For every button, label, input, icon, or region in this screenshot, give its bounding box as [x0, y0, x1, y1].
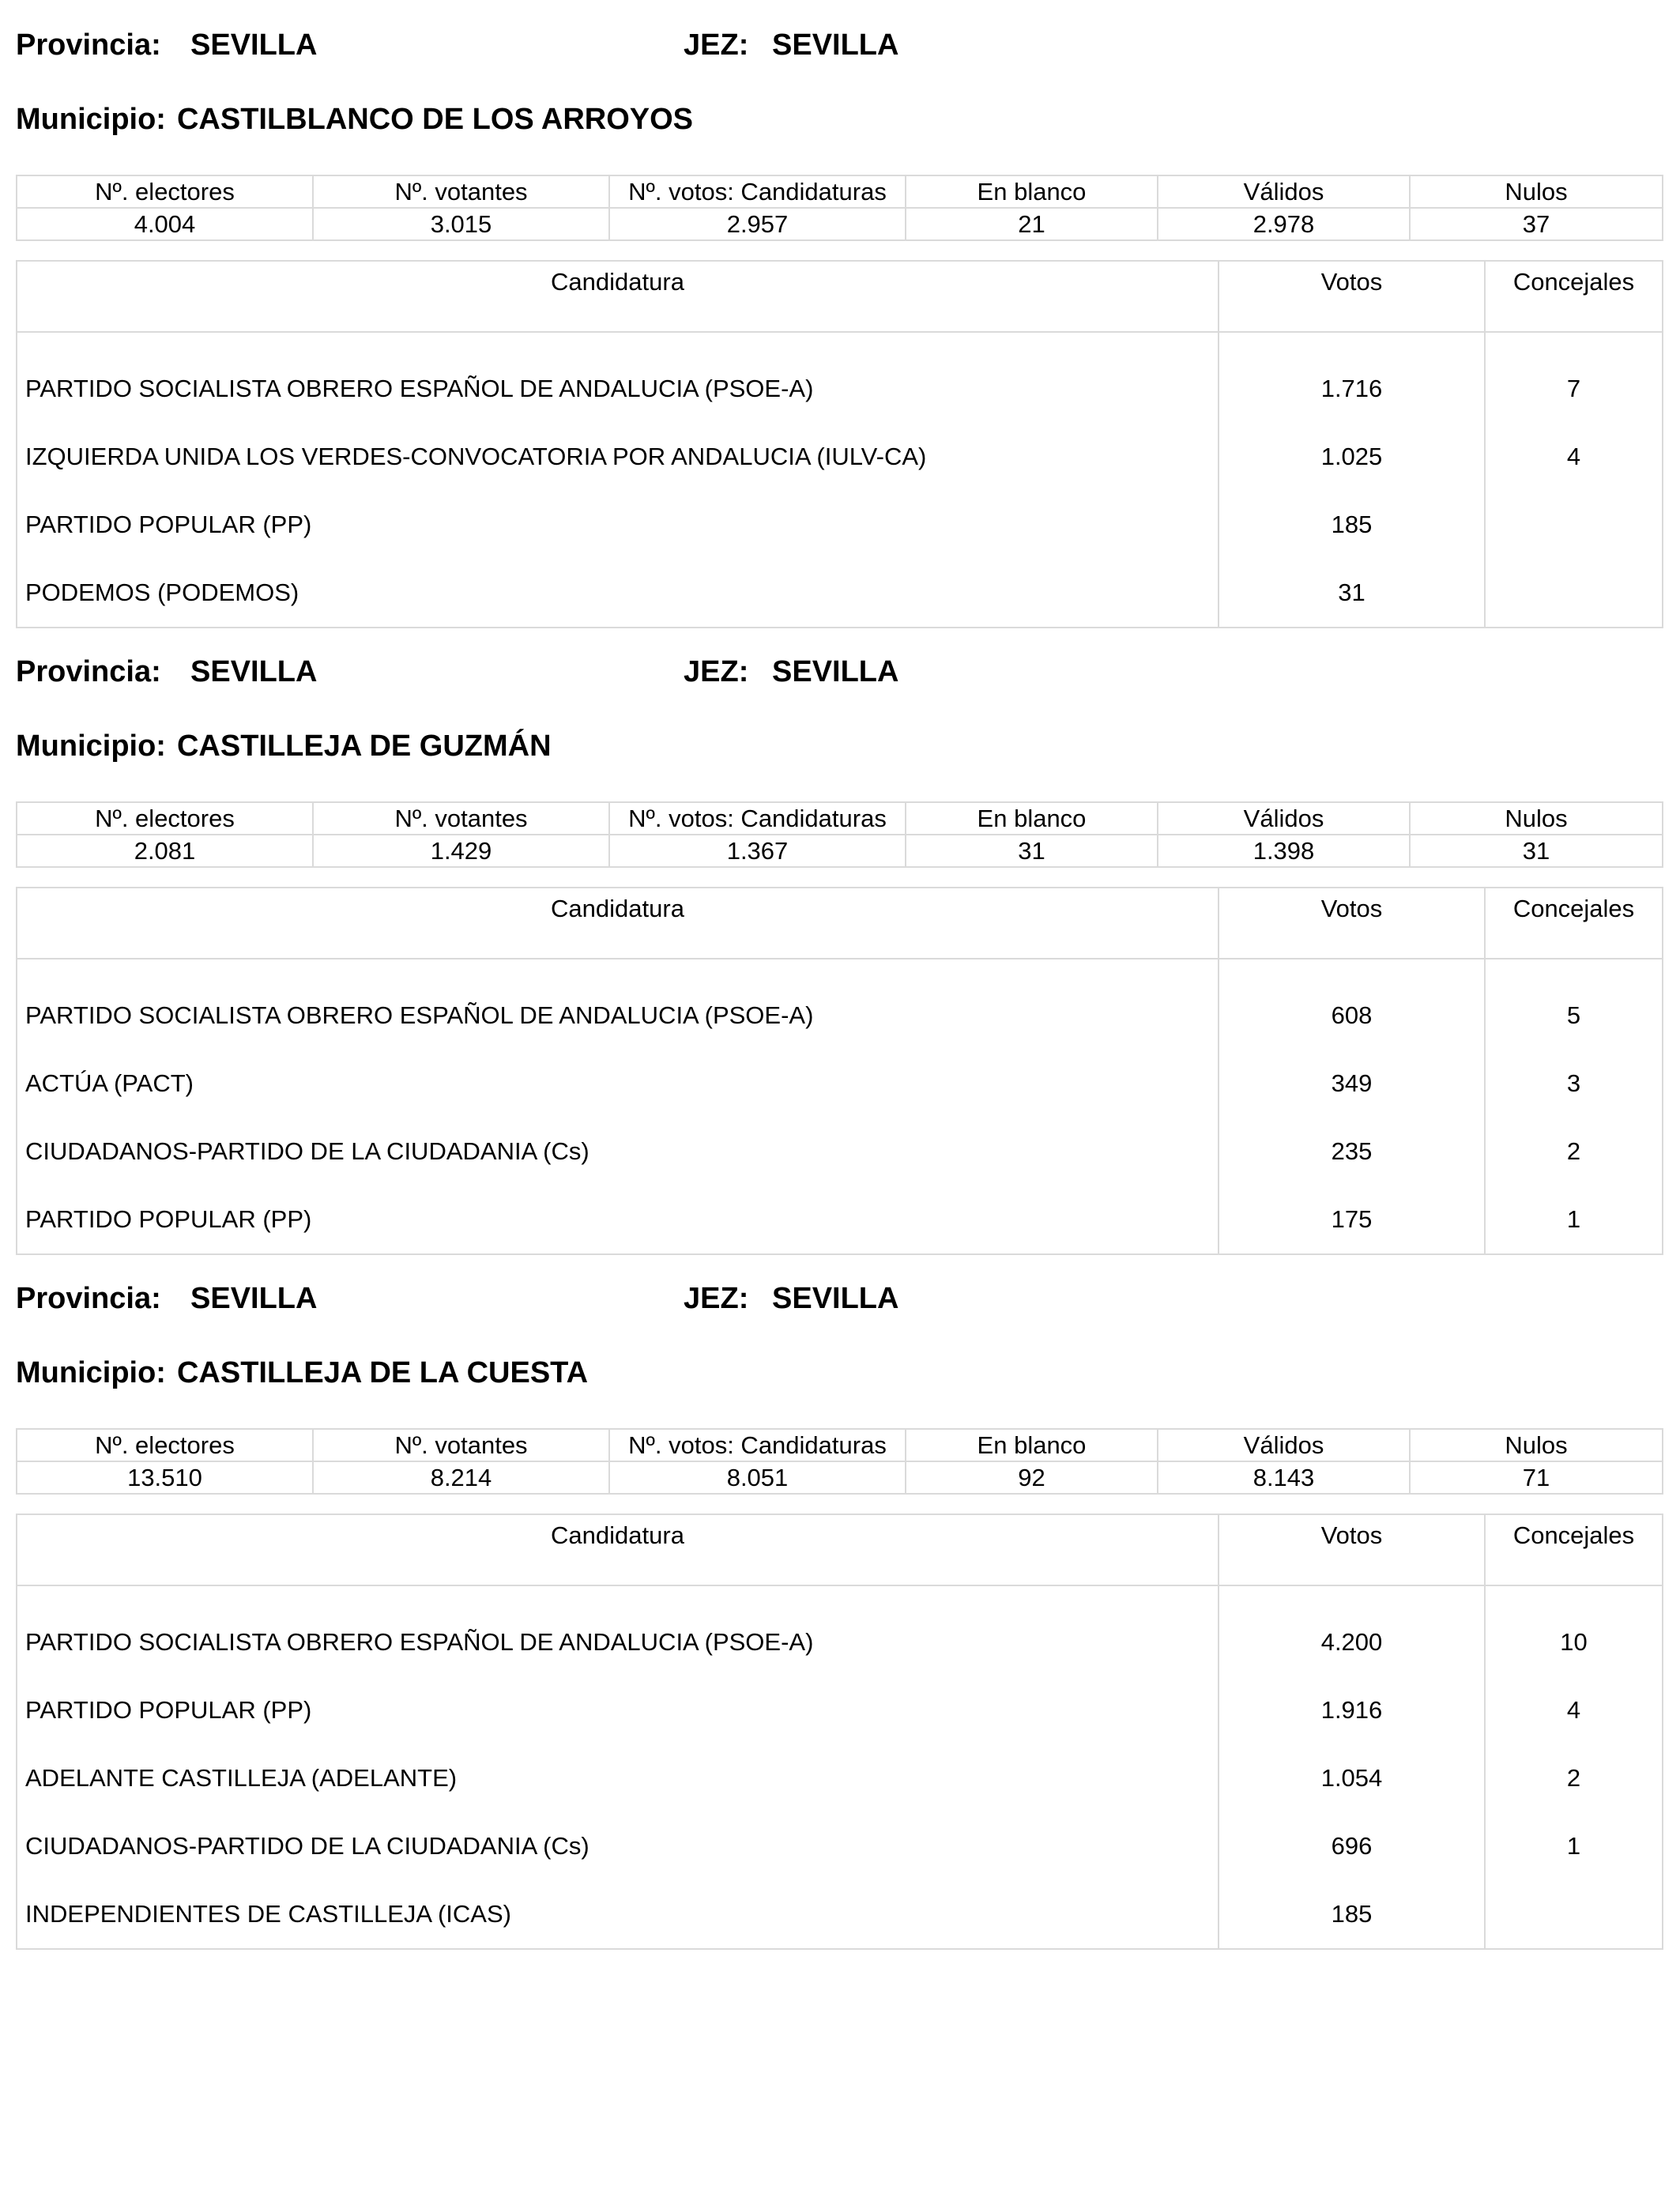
cand-header-concejales: Concejales — [1485, 1514, 1663, 1585]
summary-header-cell: Nulos — [1410, 802, 1663, 835]
cand-concejales: 2 — [1485, 1118, 1663, 1186]
summary-header-cell: Válidos — [1158, 1429, 1410, 1461]
summary-value-cell: 8.143 — [1158, 1461, 1410, 1494]
table-row — [17, 1186, 1663, 1254]
cand-header-candidatura: Candidatura — [17, 261, 1219, 332]
cand-name: PARTIDO POPULAR (PP) — [17, 491, 1219, 559]
provincia-label: Provincia: — [16, 28, 161, 62]
cand-concejales: 5 — [1485, 959, 1663, 1050]
cand-header-row — [17, 888, 1663, 959]
table-row — [17, 959, 1663, 1050]
cand-header-candidatura: Candidatura — [17, 1514, 1219, 1585]
provincia-label: Provincia: — [16, 1282, 161, 1315]
summary-value-cell: 8.214 — [313, 1461, 609, 1494]
cand-name: ADELANTE CASTILLEJA (ADELANTE) — [17, 1744, 1219, 1812]
summary-header-cell: Válidos — [1158, 802, 1410, 835]
table-row — [17, 423, 1663, 491]
provincia-label: Provincia: — [16, 655, 161, 688]
cand-name: CIUDADANOS-PARTIDO DE LA CIUDADANIA (Cs) — [17, 1812, 1219, 1880]
cand-name: ACTÚA (PACT) — [17, 1050, 1219, 1118]
table-row — [17, 332, 1663, 423]
table-row — [17, 1880, 1663, 1949]
provincia-value: SEVILLA — [190, 28, 318, 62]
summary-header-cell: Nulos — [1410, 1429, 1663, 1461]
municipio-value: CASTILLEJA DE LA CUESTA — [176, 1356, 589, 1389]
summary-header-cell: En blanco — [906, 1429, 1158, 1461]
summary-header-cell: Nulos — [1410, 175, 1663, 208]
cand-name: PARTIDO POPULAR (PP) — [17, 1186, 1219, 1254]
summary-value-cell: 3.015 — [313, 208, 609, 240]
summary-header-cell: Nº. votantes — [313, 1429, 609, 1461]
cand-header-votos: Votos — [1219, 888, 1485, 959]
summary-value-row — [17, 1461, 1663, 1494]
summary-value-cell: 8.051 — [609, 1461, 906, 1494]
summary-value-cell: 2.957 — [609, 208, 906, 240]
summary-header-cell: Nº. electores — [17, 1429, 313, 1461]
cand-name: IZQUIERDA UNIDA LOS VERDES-CONVOCATORIA POR ANDALUCIA (IULV-CA) — [17, 423, 1219, 491]
cand-name: CIUDADANOS-PARTIDO DE LA CIUDADANIA (Cs) — [17, 1118, 1219, 1186]
cand-concejales: 4 — [1485, 423, 1663, 491]
cand-concejales: 10 — [1485, 1585, 1663, 1676]
jez-label: JEZ: — [684, 28, 749, 62]
summary-value-cell: 1.429 — [313, 835, 609, 867]
cand-header-concejales: Concejales — [1485, 261, 1663, 332]
summary-value-cell: 31 — [906, 835, 1158, 867]
summary-header-cell: Nº. votos: Candidaturas — [609, 802, 906, 835]
table-row — [17, 1676, 1663, 1744]
provincia-line — [16, 1275, 1662, 1322]
provincia-value: SEVILLA — [190, 655, 318, 688]
summary-value-cell: 37 — [1410, 208, 1663, 240]
jez-value: SEVILLA — [772, 1282, 899, 1315]
cand-votos: 349 — [1219, 1050, 1485, 1118]
candidaturas-table — [16, 887, 1663, 1255]
cand-name: PARTIDO POPULAR (PP) — [17, 1676, 1219, 1744]
cand-concejales — [1485, 559, 1663, 628]
cand-votos: 4.200 — [1219, 1585, 1485, 1676]
municipio-value: CASTILBLANCO DE LOS ARROYOS — [176, 103, 694, 136]
cand-header-row — [17, 261, 1663, 332]
table-row — [17, 1744, 1663, 1812]
cand-name: PARTIDO SOCIALISTA OBRERO ESPAÑOL DE ANDALUCIA (PSOE-A) — [17, 1585, 1219, 1676]
cand-votos: 696 — [1219, 1812, 1485, 1880]
cand-votos: 1.916 — [1219, 1676, 1485, 1744]
summary-value-row — [17, 835, 1663, 867]
summary-header-cell: Válidos — [1158, 175, 1410, 208]
summary-header-cell: Nº. electores — [17, 802, 313, 835]
cand-concejales: 4 — [1485, 1676, 1663, 1744]
jez-label: JEZ: — [684, 655, 749, 688]
cand-name: INDEPENDIENTES DE CASTILLEJA (ICAS) — [17, 1880, 1219, 1949]
table-row — [17, 491, 1663, 559]
cand-concejales: 2 — [1485, 1744, 1663, 1812]
table-row — [17, 1812, 1663, 1880]
summary-header-cell: Nº. votantes — [313, 802, 609, 835]
cand-concejales — [1485, 491, 1663, 559]
table-row — [17, 1118, 1663, 1186]
summary-value-cell: 2.081 — [17, 835, 313, 867]
cand-header-candidatura: Candidatura — [17, 888, 1219, 959]
cand-votos: 235 — [1219, 1118, 1485, 1186]
summary-value-cell: 13.510 — [17, 1461, 313, 1494]
municipio-line — [16, 96, 693, 143]
summary-header-cell: Nº. votantes — [313, 175, 609, 208]
cand-name: PARTIDO SOCIALISTA OBRERO ESPAÑOL DE ANDALUCIA (PSOE-A) — [17, 332, 1219, 423]
summary-table — [16, 801, 1663, 868]
cand-votos: 1.054 — [1219, 1744, 1485, 1812]
cand-votos: 175 — [1219, 1186, 1485, 1254]
provincia-value: SEVILLA — [190, 1282, 318, 1315]
summary-header-cell: En blanco — [906, 802, 1158, 835]
provincia-line — [16, 648, 1662, 696]
cand-votos: 608 — [1219, 959, 1485, 1050]
table-row — [17, 1585, 1663, 1676]
table-row — [17, 1050, 1663, 1118]
cand-concejales: 1 — [1485, 1186, 1663, 1254]
cand-votos: 31 — [1219, 559, 1485, 628]
jez-value: SEVILLA — [772, 28, 899, 62]
cand-votos: 1.716 — [1219, 332, 1485, 423]
cand-header-concejales: Concejales — [1485, 888, 1663, 959]
cand-name: PODEMOS (PODEMOS) — [17, 559, 1219, 628]
cand-concejales: 7 — [1485, 332, 1663, 423]
summary-value-cell: 71 — [1410, 1461, 1663, 1494]
cand-votos: 185 — [1219, 491, 1485, 559]
summary-header-row — [17, 1429, 1663, 1461]
summary-value-row — [17, 208, 1663, 240]
summary-value-cell: 1.367 — [609, 835, 906, 867]
cand-votos: 185 — [1219, 1880, 1485, 1949]
jez-value: SEVILLA — [772, 655, 899, 688]
summary-header-row — [17, 802, 1663, 835]
cand-concejales: 1 — [1485, 1812, 1663, 1880]
cand-concejales — [1485, 1880, 1663, 1949]
summary-table — [16, 175, 1663, 241]
cand-header-votos: Votos — [1219, 1514, 1485, 1585]
cand-concejales: 3 — [1485, 1050, 1663, 1118]
municipio-line — [16, 1349, 588, 1397]
provincia-line — [16, 21, 1662, 69]
municipio-line — [16, 722, 552, 770]
summary-header-cell: Nº. votos: Candidaturas — [609, 1429, 906, 1461]
summary-value-cell: 1.398 — [1158, 835, 1410, 867]
summary-header-row — [17, 175, 1663, 208]
candidaturas-table — [16, 1514, 1663, 1950]
table-row — [17, 559, 1663, 628]
municipio-label: Municipio: — [16, 1356, 166, 1389]
summary-value-cell: 31 — [1410, 835, 1663, 867]
municipio-label: Municipio: — [16, 729, 166, 763]
municipio-value: CASTILLEJA DE GUZMÁN — [176, 729, 552, 763]
summary-header-cell: Nº. votos: Candidaturas — [609, 175, 906, 208]
cand-votos: 1.025 — [1219, 423, 1485, 491]
summary-value-cell: 2.978 — [1158, 208, 1410, 240]
cand-name: PARTIDO SOCIALISTA OBRERO ESPAÑOL DE ANDALUCIA (PSOE-A) — [17, 959, 1219, 1050]
jez-label: JEZ: — [684, 1282, 749, 1315]
cand-header-row — [17, 1514, 1663, 1585]
summary-value-cell: 92 — [906, 1461, 1158, 1494]
summary-table — [16, 1428, 1663, 1495]
summary-value-cell: 4.004 — [17, 208, 313, 240]
summary-header-cell: En blanco — [906, 175, 1158, 208]
summary-value-cell: 21 — [906, 208, 1158, 240]
summary-header-cell: Nº. electores — [17, 175, 313, 208]
municipio-label: Municipio: — [16, 103, 166, 136]
candidaturas-table — [16, 260, 1663, 628]
cand-header-votos: Votos — [1219, 261, 1485, 332]
